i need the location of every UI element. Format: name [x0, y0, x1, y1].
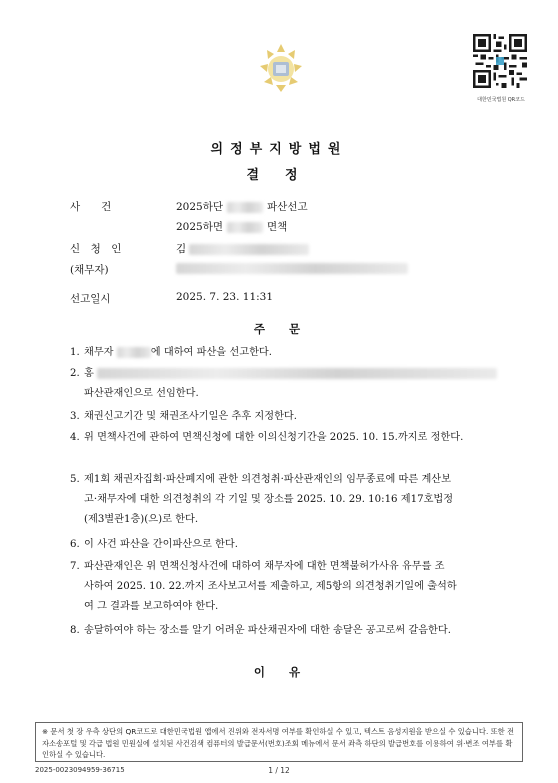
ruling-item: 6. 이 사건 파산을 간이파산으로 한다.	[70, 539, 238, 550]
court-name: 의정부지방법원	[210, 142, 348, 157]
ruling-item: 1. 채무자 에 대하여 파산을 선고한다.	[70, 347, 272, 358]
redacted-text	[117, 347, 151, 358]
reason-heading: 이유	[253, 665, 325, 679]
ruling-item: 3. 채권신고기간 및 채권조사기일은 추후 지정한다.	[70, 411, 298, 422]
applicant-label: 신 청 인	[70, 243, 122, 255]
document-type-title: 결정	[246, 168, 324, 183]
redacted-text	[97, 368, 497, 379]
verification-notice: ※ 문서 첫 장 우측 상단의 QR코드로 대한민국법원 앱에서 진위와 전자서명 여부를 확인하실 수 있고, 텍스트 음성지원을 받으실 수 있습니다. 또한 전자소송포털 및 각급 법원 민원실에 설치된 사건검색 컴퓨터의 발급문서(번호)조회 메뉴에서 문서 좌측 하단의 발급번호를 이용하여 위·변조 여부를 확인하실 수 있습니다.	[35, 722, 523, 762]
debtor-address	[176, 262, 408, 274]
court-emblem-icon	[258, 42, 304, 94]
ruling-item: 2. 홍 파산관재인으로 선임한다.	[70, 364, 500, 404]
redacted-text	[189, 244, 309, 255]
ruling-item: 5. 제1회 채권자집회·파산폐지에 관한 의견청취·파산관재인의 임무종료에 따른 계산보 고·채무자에 대한 의견청취의 각 기일 및 장소를 2025. 10. 29. 10:16 제17호법정 (제3별관1층)(으)로 한다.	[70, 474, 454, 525]
debtor-label: (채무자)	[70, 264, 109, 276]
ruling-item: 8. 송달하여야 하는 장소를 알기 어려운 파산채권자에 대한 송달은 공고로써 갈음한다.	[70, 625, 451, 636]
qr-caption: 대한민국법원 QR코드	[477, 97, 525, 103]
ruling-heading: 주문	[253, 322, 325, 336]
case-label: 사 건	[70, 201, 112, 213]
page-number: 1 / 12	[268, 766, 290, 775]
date-label: 선고일시	[70, 293, 111, 305]
ruling-item: 4. 위 면책사건에 관하여 면책신청에 대한 이의신청기간을 2025. 10. 15.까지로 정한다.	[70, 432, 464, 443]
case-number-2: 2025하면 면책	[176, 221, 288, 233]
issue-number: 2025-0023094959-36715	[35, 766, 125, 774]
redacted-text	[227, 202, 263, 213]
ruling-item: 7. 파산관재인은 위 면책신청사건에 대하여 채무자에 대한 면책불허가사유 유무를 조 사하여 2025. 10. 22.까지 조사보고서를 제출하고, 제5항의 의견청취기일에 출석하 여 그 결과를 보고하여야 한다.	[70, 561, 457, 612]
redacted-text	[227, 222, 263, 233]
case-number-1: 2025하단 파산선고	[176, 201, 308, 213]
applicant-name: 김	[176, 241, 309, 256]
date-value: 2025. 7. 23. 11:31	[176, 291, 274, 303]
qr-code-icon[interactable]	[473, 34, 527, 88]
redacted-text	[176, 263, 408, 274]
